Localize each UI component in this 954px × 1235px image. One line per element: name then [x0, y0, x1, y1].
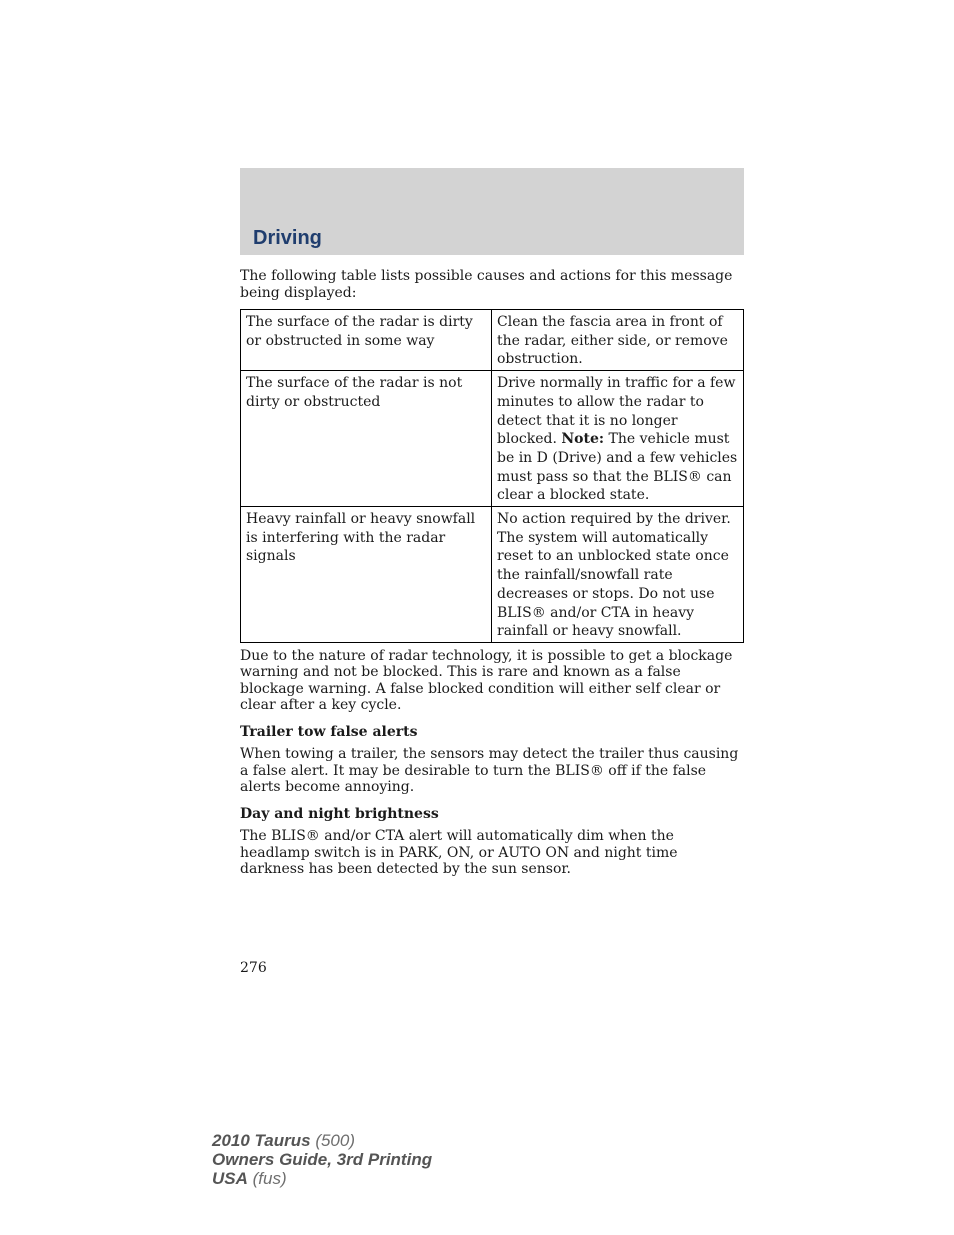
- section-header-band: [240, 168, 744, 255]
- footer-line-model: [212, 1131, 432, 1150]
- table-cell-action: No action required by the driver. The system will automatically reset to an unblocked state once the rainfall/snowfall rate decreases or stops. Do not use BLIS® and/or CTA in heavy rainfall or heavy snowfall.: [492, 507, 744, 643]
- table-row: [241, 507, 744, 643]
- note-text: The vehicle must be in D (Drive) and a few vehicles must pass so that the BLIS® can clear a blocked state.: [497, 431, 738, 504]
- footer-model: 2010 Taurus: [212, 1131, 311, 1150]
- trailer-paragraph: When towing a trailer, the sensors may detect the trailer thus causing a false alert. It may be desirable to turn the BLIS® off if the false alerts become annoying.: [240, 746, 739, 796]
- table-cell-action: [492, 371, 744, 507]
- brightness-paragraph: The BLIS® and/or CTA alert will automatically dim when the headlamp switch is in PARK, ON, or AUTO ON and night time darkness has been detected by the sun sensor.: [240, 828, 678, 878]
- footer-market: USA: [212, 1169, 248, 1188]
- table-cell-cause: The surface of the radar is dirty or obstructed in some way: [241, 310, 492, 371]
- table-cell-cause: The surface of the radar is not dirty or obstructed: [241, 371, 492, 507]
- page-number: 276: [240, 960, 267, 976]
- note-label: Note:: [561, 431, 605, 448]
- table-row: [241, 310, 744, 371]
- action-text: Drive normally in traffic for a few minutes to allow the radar to detect that it is no longer blocked.: [497, 375, 736, 448]
- table-cell-action: Clean the fascia area in front of the radar, either side, or remove obstruction.: [492, 310, 744, 371]
- footer-market-code: (fus): [247, 1169, 287, 1188]
- trailer-heading: Trailer tow false alerts: [240, 723, 418, 740]
- table-row: [241, 371, 744, 507]
- footer-model-code: (500): [310, 1131, 356, 1150]
- footer-guide: Owners Guide, 3rd Printing: [212, 1150, 433, 1169]
- footer-line-guide: [212, 1150, 432, 1169]
- intro-paragraph: The following table lists possible causes and actions for this message being displayed:: [240, 268, 733, 301]
- footer-line-market: [212, 1169, 432, 1188]
- page-content: [240, 268, 744, 883]
- causes-actions-table: [240, 309, 744, 643]
- document-footer: [212, 1131, 432, 1188]
- brightness-heading: Day and night brightness: [240, 805, 439, 822]
- false-blockage-paragraph: Due to the nature of radar technology, it is possible to get a blockage warning and not be blocked. This is rare and known as a false blockage warning. A false blocked condition will either self clear or clear after a key cycle.: [240, 647, 733, 714]
- section-title: Driving: [253, 227, 322, 249]
- table-cell-cause: Heavy rainfall or heavy snowfall is interfering with the radar signals: [241, 507, 492, 643]
